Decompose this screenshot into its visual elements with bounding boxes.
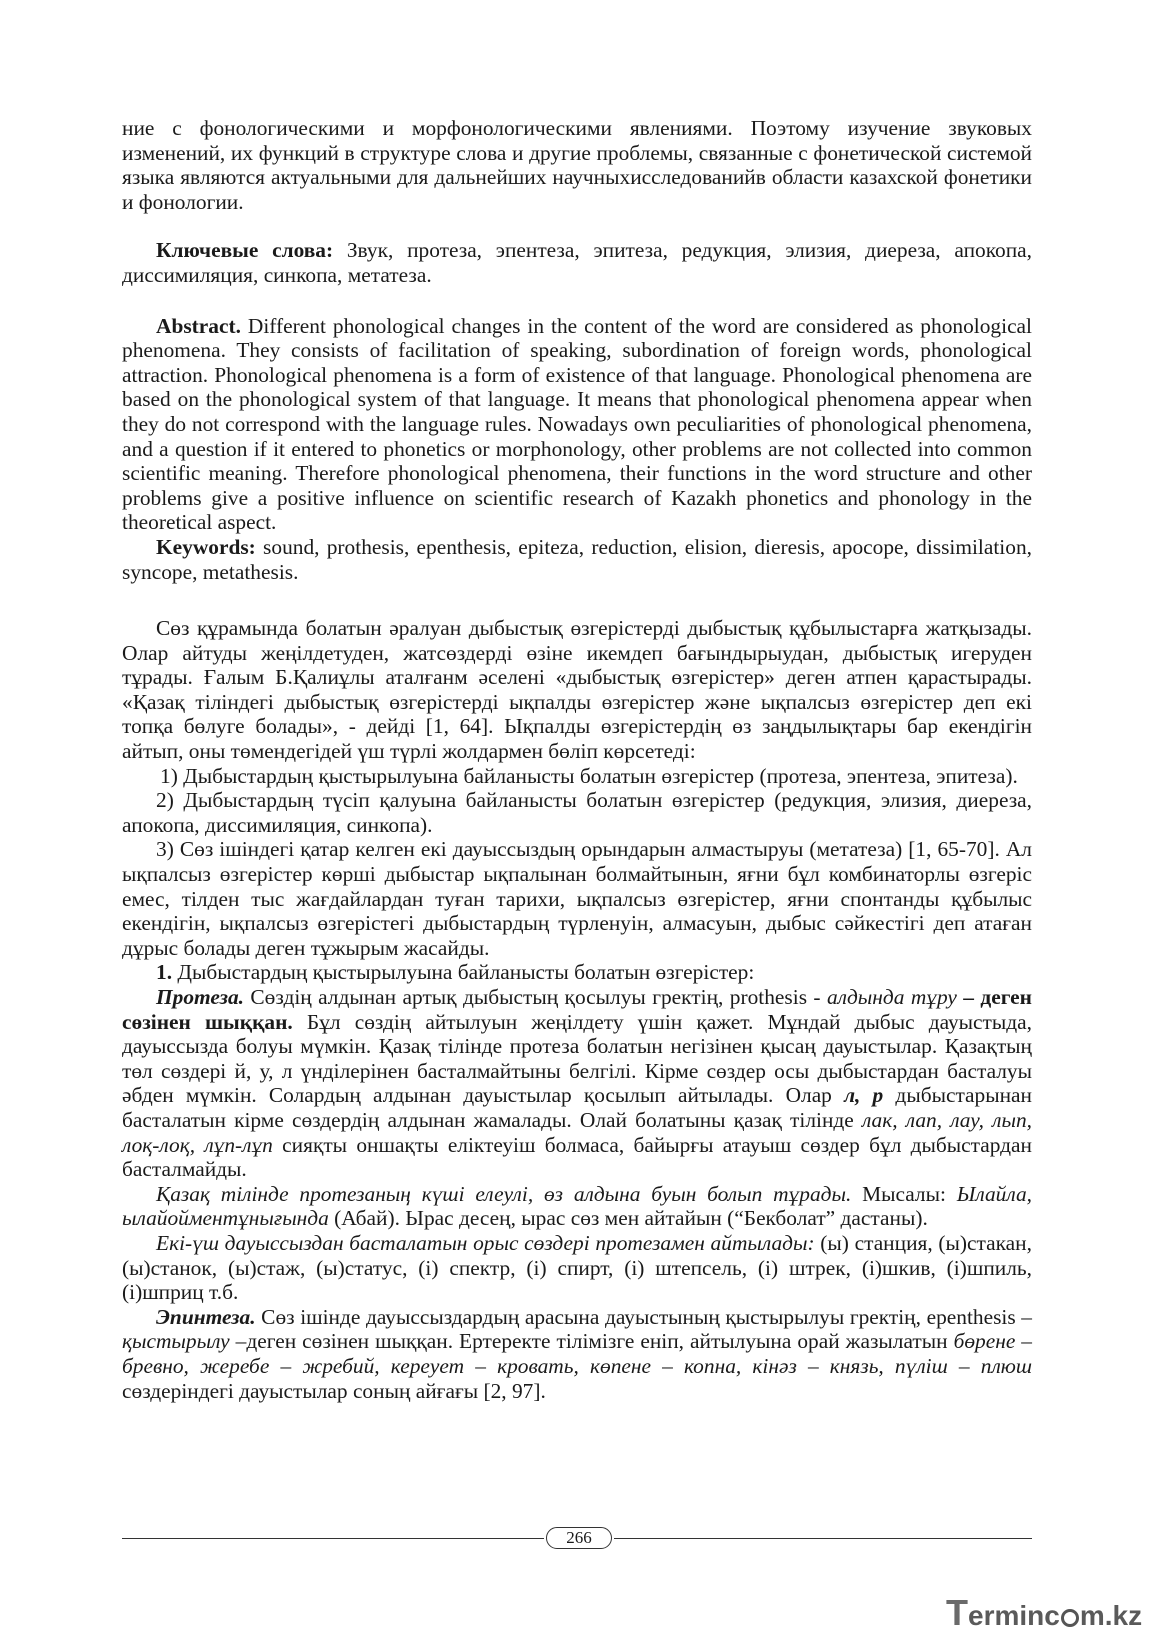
term-protesis: Протеза. <box>156 985 244 1009</box>
abstract-label: Abstract. <box>156 313 241 338</box>
watermark-logo: Terminc m.kz <box>946 1592 1143 1633</box>
paragraph-protesis: Протеза. Сөздің алдынан артық дыбыстың қосылуы гректің, prothesis - алдында тұру – деген сөзінен шыққан. Бұл сөздің айтылуын жеңілдету үшін қажет. Мұндай дыбыс дауыстыда, дауыссызда болуы мүмкін. Қазақ тілінде протеза болатын негізінен қысаң дауыстылар. Қазақтың төл сөздері й, у, л үнділерінен басталмайтыны белгілі. Кірме сөздер осы дыбыстардан басталуы әбден мүмкін. Солардың алдынан дауыстылар қосылып айтылады. Олар л, р дыбыстарынан басталатын кірме сөздердің алдынан жамалады. Олай болатыны қазақ тілінде лак, лап, лау, лып, лоқ-лоқ, лұп-лұп сияқты оншақты еліктеуіш болмаса, байырғы атауыш сөздер бұл дыбыстардан басталмайды. <box>122 985 1032 1182</box>
keywords-en <box>122 535 1032 584</box>
watermark-o-icon <box>1061 1609 1079 1627</box>
body-paragraph-intro: Сөз құрамында болатын әралуан дыбыстық өзгерістерді дыбыстық құбылыстарға жатқызады. Олар айтуды жеңілдетуден, жатсөздерді өзіне икемдеп бағындырыудан, дыбыстық игеруден тұрады. Ғалым Б.Қалиұлы аталғанм әселені «дыбыстық өзгерістер» деген атпен қарастырады. «Қазақ тіліндегі дыбыстық өзгерістерді ықпалды өзгерістер және ықпалсыз өзгерістер деп екі топқа бөлуге болады», - дейді [1, 64]. Ықпалды өзгерістердің өз заңдылықтары бар екендігін айтып, оны төмендегідей үш түрлі жолдармен бөліп көрсетеді: <box>122 616 1032 764</box>
keywords-ru <box>122 238 1032 287</box>
list-item-3: 3) Сөз ішіндегі қатар келген екі дауыссыздың орындарын алмастыруы (метатеза) [1, 65-70]. Ал ықпалсыз өзгерістер көрші дыбыстар ықпалынан болмайтынын, яғни бұл комбинаторлы өзгеріс емес, тілден тыс жағдайлардан туған тарихи, ықпалсыз өзгерістер, яғни спонтанды құбылыс екендігін, ықпалсыз өзгерістегі дыбыстардың түрленуін, алмасуын, дыбыс сәйкестігі деп атаған дұрыс болады деген тұжырым жасайды. <box>122 837 1032 960</box>
example-abai: Ылайла, ылайойментұнығында <box>122 1181 1032 1231</box>
paragraph-russian-words: Екі-үш дауыссыздан басталатын орыс сөздері протезамен айтылады: (ы) станция, (ы)стакан, (ы)станок, (ы)стаж, (ы)статус, (і) спектр, (і) спирт, (і) штепсель, (і) штрек, (і)шкив, (і)шпиль, (і)шприц т.б. <box>122 1230 1032 1305</box>
examples-epenthesis: бөрене – бревно, жеребе – жребий, кереует – кровать, көпене – копна, кінәз – князь, пүліш – плюш <box>122 1329 1033 1378</box>
paragraph-continuation: ние с фонологическими и морфонологическими явлениями. Поэтому изучение звуковых изменений, их функций в структуре слова и другие проблемы, связанные с фонетической системой языка являются актуальными для дальнейших научныхисследованийв области казахской фонетики и фонологии. <box>122 116 1032 214</box>
paragraph-kazakh-protesis: Қазақ тілінде протезаның күші елеулі, өз алдына буын болып тұрады. Мысалы: Ылайла, ылайойментұнығында (Абай). Ырас десең, ырас сөз мен айтайын (“Бекболат” дастаны). <box>122 1181 1032 1231</box>
section-heading-1 <box>122 960 1032 985</box>
section-title: Дыбыстардың қыстырылуына байланысты болатын өзгерістер: <box>172 960 755 985</box>
list-item-2: 2) Дыбыстардың түсіп қалуына байланысты болатын өзгерістер (редукция, элизия, диереза, апокопа, диссимиляция, синкопа). <box>122 788 1032 837</box>
letters-l-r: л, р <box>844 1083 884 1108</box>
keywords-ru-label: Ключевые слова: <box>156 238 334 263</box>
keywords-ru-text: Звук, протеза, эпентеза, эпитеза, редукция, элизия, диереза, апокопа, диссимиляция, синкопа, метатеза. <box>122 238 1032 287</box>
page-number: 266 <box>546 1527 612 1549</box>
footer-rule-left <box>122 1538 544 1539</box>
keywords-en-text: sound, prothesis, epenthesis, epiteza, reduction, elision, dieresis, apocope, dissimilation, syncope, metathesis. <box>122 534 1032 584</box>
section-number: 1. <box>156 960 173 985</box>
page-body <box>122 116 1032 1403</box>
footer-rule-right <box>614 1538 1032 1539</box>
examples-protesis: лак, лап, лау, лып, лоқ-лоқ, лұп-лұп <box>122 1107 1032 1157</box>
gloss-epenthesis: қыстырылу <box>122 1329 230 1354</box>
abstract-paragraph <box>122 314 1032 535</box>
term-epenthesis: Эпинтеза. <box>156 1304 256 1329</box>
list-item-1: 1) Дыбыстардың қыстырылуына байланысты болатын өзгерістер (протеза, эпентеза, эпитеза). <box>160 763 1018 788</box>
paragraph-epenthesis: Эпинтеза. Сөз ішінде дауыссыздардың арасына дауыстының қыстырылуы гректің, epenthesis – қыстырылу –деген сөзінен шыққан. Ертеректе тілімізге еніп, айтылуына орай жазылатын бөрене – бревно, жеребе – жребий, кереует – кровать, көпене – копна, кінәз – князь, пүліш – плюш сөздеріндегі дауыстылар соның айғағы [2, 97]. <box>122 1304 1033 1403</box>
abstract-text: Different phonological changes in the content of the word are considered as phonological phenomena. They consists of facilitation of speaking, subordination of foreign words, phonological attraction. Phonological phenomena is a form of existence of that language. Phonological phenomena are based on the phonological system of that language. It means that phonological phenomena appear when they do not correspond with the language rules. Nowadays own peculiarities of phonological phenomena, and a question if it entered to phonetics or morphonology, other problems are not collected into common scientific meaning. Therefore phonological phenomena, their functions in the word structure and other problems give a positive influence on scientific research of Kazakh phonetics and phonology in the theoretical aspect. <box>122 313 1032 535</box>
keywords-en-label: Keywords: <box>156 534 256 559</box>
gloss-protesis: алдында тұру <box>826 985 957 1009</box>
